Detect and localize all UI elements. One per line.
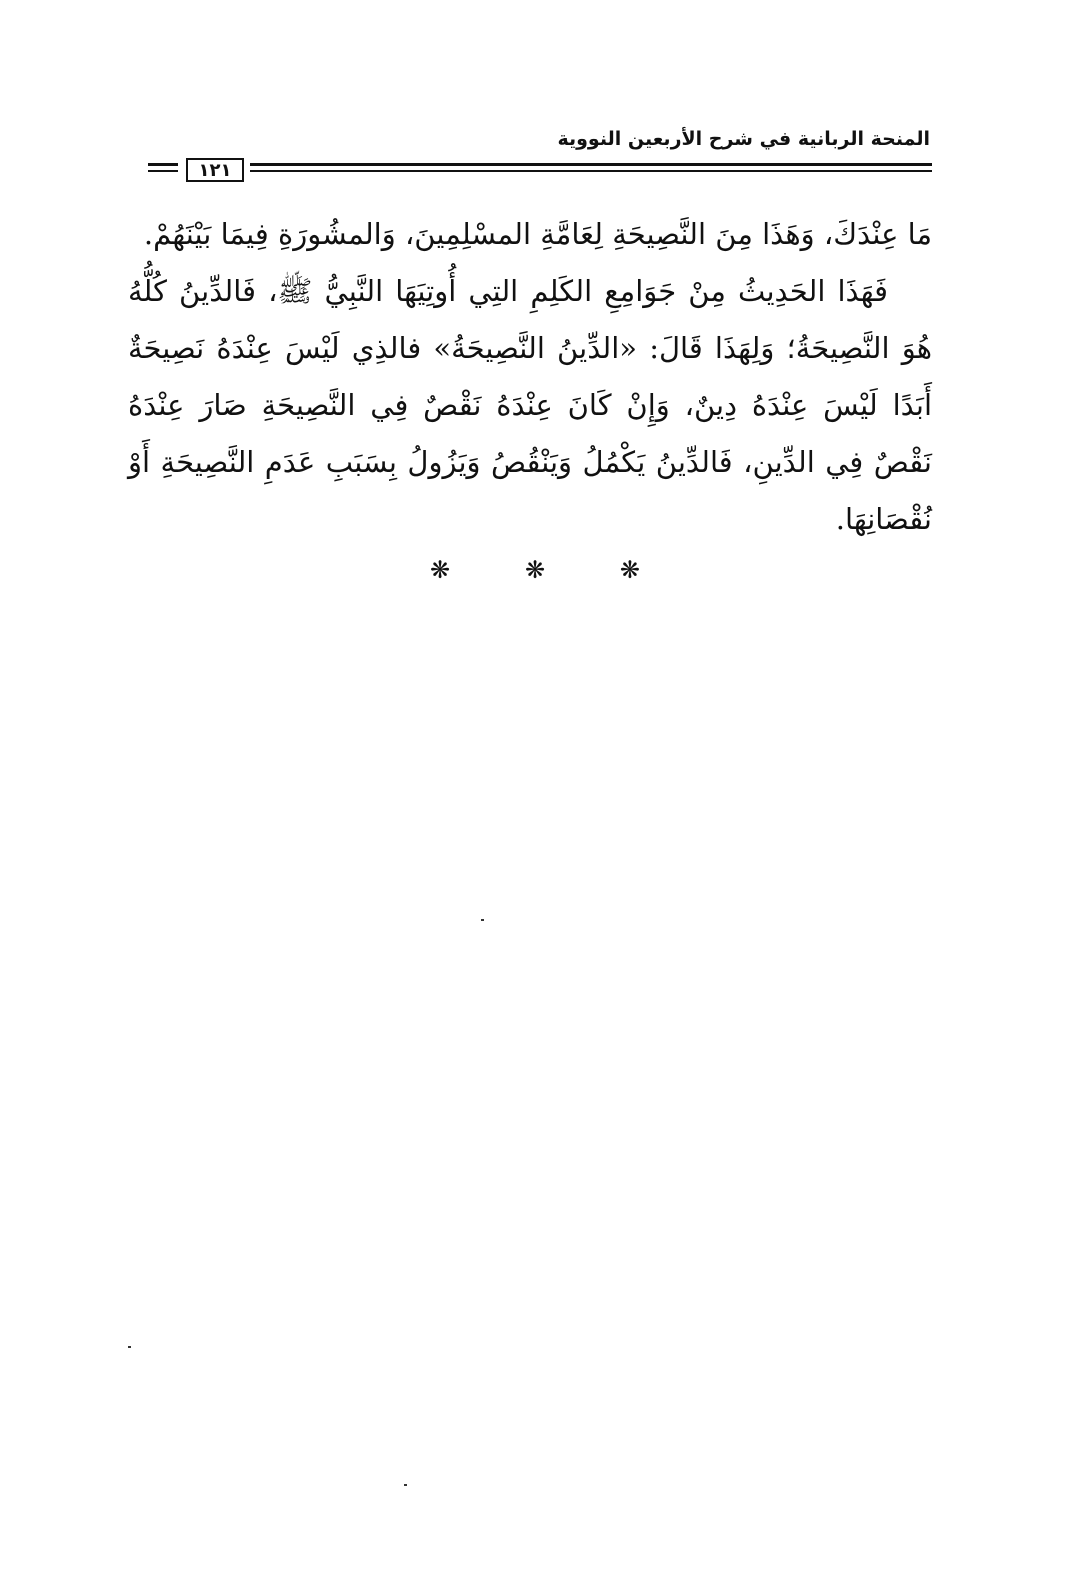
asterism-icon: ❋	[430, 556, 451, 584]
header-rule	[148, 158, 932, 184]
asterism-icon: ❋	[524, 556, 546, 584]
scan-speck	[481, 919, 484, 921]
paragraph: مَا عِنْدَكَ، وَهَذَا مِنَ النَّصِيحَةِ لِعَامَّةِ المسْلِمِينَ، وَالمشُورَةِ فِيمَا بَيْنَهُمْ.	[143, 217, 932, 251]
scan-speck	[128, 1346, 131, 1348]
paragraph: فَهَذَا الحَدِيثُ مِنْ جَوَامِعِ الكَلِمِ التِي أُوتِيَهَا النَّبِيُّ ﷺ، فَالدِّينُ كُلُّهُ هُوَ النَّصِيحَةُ؛ وَلِهَذَا قَالَ: «الدِّينُ النَّصِيحَةُ» فالذِي لَيْسَ عِنْدَهُ نَصِيحَةٌ أَبَدًا لَيْسَ عِنْدَهُ دِينٌ، وَإِنْ كَانَ عِنْدَهُ نَقْصٌ فِي النَّصِيحَةِ صَارَ عِنْدَهُ نَقْصٌ فِي الدِّينِ، فَالدِّينُ يَكْمُلُ وَيَنْقُصُ وَيَزُولُ بِسَبَبِ عَدَمِ النَّصِيحَةِ أَوْ نُقْصَانِهَا.	[128, 274, 932, 536]
body-text	[128, 206, 932, 548]
rule-line	[250, 163, 932, 166]
rule-line	[148, 170, 178, 172]
header-rule-left	[148, 163, 178, 176]
header-rule-right	[250, 163, 932, 176]
running-head-title: المنحة الربانية في شرح الأربعين النووية	[557, 128, 930, 150]
section-separator	[430, 556, 640, 584]
rule-line	[148, 163, 178, 166]
scan-speck	[404, 1484, 407, 1486]
page-number: ١٢١	[186, 158, 244, 182]
rule-line	[250, 170, 932, 172]
asterism-icon: ❋	[619, 556, 640, 584]
